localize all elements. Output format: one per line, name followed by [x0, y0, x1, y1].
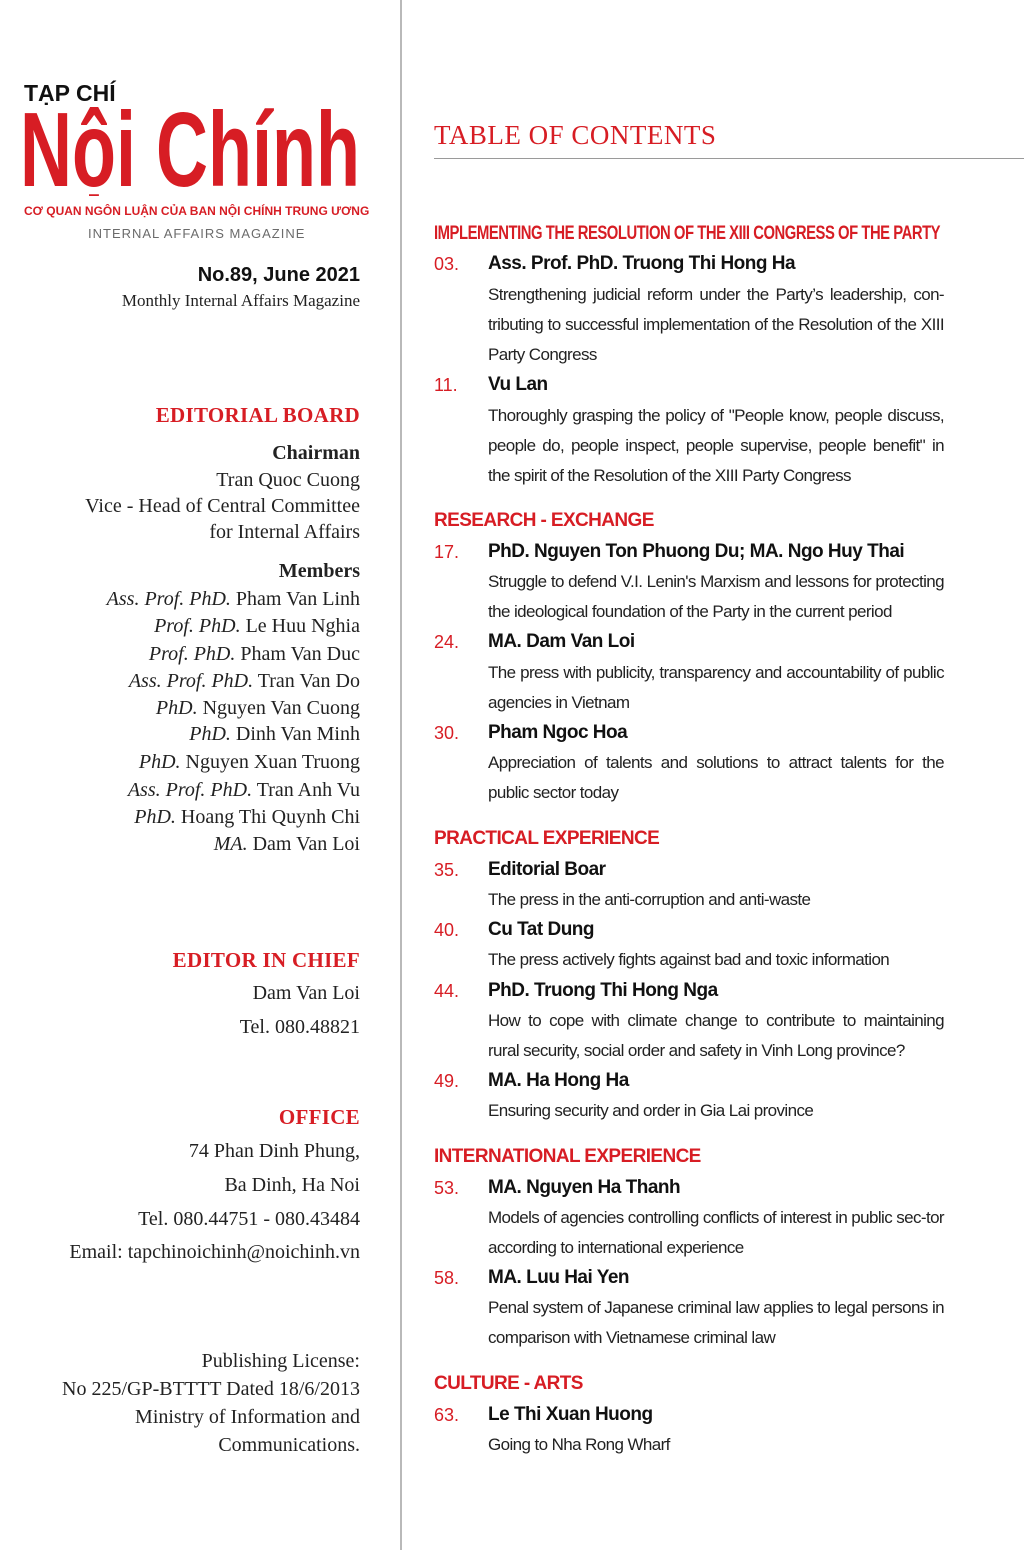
toc-page-number[interactable]: 49. [434, 1071, 460, 1091]
office-address-1: 74 Phan Dinh Phung, [188, 1140, 360, 1162]
member-title: Prof. PhD. [148, 643, 236, 665]
member-item [189, 723, 360, 746]
member-item [214, 833, 360, 856]
member-item [139, 751, 360, 774]
license-line-2: No 225/GP-BTTTT Dated 18/6/2013 [62, 1378, 360, 1400]
member-title: Ass. Prof. PhD. [106, 588, 231, 610]
toc-author[interactable]: MA. Luu Hai Yen [488, 1267, 630, 1288]
member-item [128, 779, 360, 802]
member-title: Ass. Prof. PhD. [127, 779, 253, 801]
toc-article-title[interactable]: Struggle to defend V.I. Lenin's Marxism and lessons for protecting the ideological foundation of the Party in the current period [488, 572, 944, 621]
toc-article-title[interactable]: Models of agencies controlling conflicts of interest in public sec-tor according to international experience [488, 1208, 944, 1257]
member-item [149, 643, 360, 666]
toc-author[interactable]: PhD. Truong Thi Hong Nga [488, 980, 718, 1001]
toc-page-number[interactable]: 17. [434, 542, 460, 562]
toc-page-number[interactable]: 30. [434, 723, 460, 743]
license-line-3: Ministry of Information and [135, 1406, 360, 1428]
toc-article-title[interactable]: The press with publicity, transparency and accountability of public agencies in Vietnam [488, 663, 944, 712]
toc-author[interactable]: MA. Nguyen Ha Thanh [488, 1177, 681, 1198]
toc-page-number[interactable]: 03. [434, 254, 460, 274]
toc-article-title[interactable]: Appreciation of talents and solutions to attract talents for the public sector today [488, 753, 944, 802]
toc-page-number[interactable]: 35. [434, 860, 460, 880]
toc-author[interactable]: Le Thi Xuan Huong [488, 1404, 653, 1425]
member-name: Nguyen Xuan Truong [185, 751, 360, 773]
toc-rule [434, 158, 1024, 159]
member-name: Tran Anh Vu [256, 779, 360, 801]
toc-section-heading: PRACTICAL EXPERIENCE [434, 828, 660, 849]
toc-article-title[interactable]: Penal system of Japanese criminal law applies to legal persons in comparison with Vietnamese criminal law [488, 1298, 944, 1347]
member-name: Dinh Van Minh [235, 723, 360, 745]
toc-page-number[interactable]: 58. [434, 1268, 460, 1288]
member-name: Tran Van Do [257, 670, 360, 692]
masthead-tagline: CƠ QUAN NGÔN LUẬN CỦA BAN NỘI CHÍNH TRUNG ƯƠNG [24, 204, 370, 218]
members-label: Members [278, 560, 360, 582]
masthead-column [0, 0, 400, 1550]
toc-article-title[interactable]: The press actively fights against bad and toxic information [488, 950, 890, 969]
toc-section-heading: INTERNATIONAL EXPERIENCE [434, 1146, 701, 1167]
toc-page-number[interactable]: 40. [434, 920, 460, 940]
member-item [107, 588, 360, 611]
toc-author[interactable]: MA. Dam Van Loi [488, 631, 635, 652]
member-title: PhD. [138, 751, 181, 773]
member-name: Dam Van Loi [252, 833, 360, 855]
masthead-logo [20, 98, 364, 196]
issue-subtitle: Monthly Internal Affairs Magazine [121, 291, 360, 310]
member-title: PhD. [134, 806, 176, 828]
toc-page-number[interactable]: 63. [434, 1405, 460, 1425]
masthead-english: INTERNAL AFFAIRS MAGAZINE [88, 226, 306, 241]
license-line-1: Publishing License: [201, 1350, 360, 1372]
member-name: Le Huu Nghia [245, 615, 360, 637]
toc-author[interactable]: MA. Ha Hong Ha [488, 1070, 629, 1091]
toc-section-heading: RESEARCH - EXCHANGE [434, 510, 654, 531]
toc-author[interactable]: Editorial Boar [488, 859, 606, 880]
member-item [156, 697, 360, 720]
member-name: Hoang Thi Quynh Chi [180, 806, 360, 828]
toc-article-title[interactable]: The press in the anti-corruption and anti-waste [488, 890, 811, 909]
toc-author[interactable]: Vu Lan [488, 374, 548, 395]
chairman-role-1: Vice - Head of Central Committee [85, 495, 360, 517]
toc-author[interactable]: PhD. Nguyen Ton Phuong Du; MA. Ngo Huy Thai [488, 541, 905, 562]
editor-in-chief-name: Dam Van Loi [252, 982, 360, 1004]
chairman-role-2: for Internal Affairs [209, 521, 360, 543]
member-title: PhD. [155, 697, 198, 719]
member-title: PhD. [189, 723, 231, 745]
editor-in-chief-heading: EDITOR IN CHIEF [172, 948, 360, 972]
office-email: Email: tapchinoichinh@noichinh.vn [69, 1241, 360, 1263]
editor-in-chief-tel: Tel. 080.48821 [239, 1016, 360, 1038]
member-name: Pham Van Linh [235, 588, 360, 610]
member-title: Ass. Prof. PhD. [128, 670, 254, 692]
office-address-2: Ba Dinh, Ha Noi [224, 1174, 360, 1196]
toc-article-title[interactable]: Thoroughly grasping the policy of "People know, people discuss, people do, people inspect, people supervise, people benefit" in the spirit of the Resolution of the XIII Party Congress [488, 406, 944, 485]
toc-section-heading: IMPLEMENTING THE RESOLUTION OF THE XIII CONGRESS OF THE PARTY [434, 223, 941, 244]
masthead-logo-text [20, 98, 364, 196]
chairman-name: Tran Quoc Cuong [216, 469, 360, 491]
masthead-name: Nội Chính [20, 98, 360, 196]
member-name: Pham Van Duc [240, 643, 360, 665]
toc-article-title[interactable]: Strengthening judicial reform under the Party’s leadership, con-tributing to successful implementation of the Resolution of the XIII Party Congress [488, 285, 944, 364]
toc-article-title[interactable]: Going to Nha Rong Wharf [488, 1435, 670, 1454]
member-name: Nguyen Van Cuong [202, 697, 360, 719]
issue-number: No.89, June 2021 [197, 264, 360, 286]
toc-author[interactable]: Ass. Prof. PhD. Truong Thi Hong Ha [488, 253, 796, 274]
toc-author[interactable]: Pham Ngoc Hoa [488, 722, 628, 743]
toc-page-number[interactable]: 11. [434, 375, 458, 395]
member-item [129, 670, 360, 693]
office-heading: OFFICE [278, 1105, 360, 1129]
toc-page-number[interactable]: 44. [434, 981, 460, 1001]
toc-section-heading: CULTURE - ARTS [434, 1373, 583, 1394]
column-divider [400, 0, 402, 1550]
member-title: Prof. PhD. [154, 615, 241, 637]
member-item [134, 806, 360, 829]
member-item [154, 615, 360, 638]
editorial-board-heading: EDITORIAL BOARD [155, 403, 360, 427]
chairman-label: Chairman [272, 442, 360, 464]
office-tel: Tel. 080.44751 - 080.43484 [138, 1208, 360, 1230]
toc-page-number[interactable]: 24. [434, 632, 460, 652]
license-line-4: Communications. [218, 1434, 360, 1456]
toc-page-number[interactable]: 53. [434, 1178, 460, 1198]
member-title: MA. [213, 833, 248, 855]
masthead-prefix: TẠP CHÍ [24, 80, 116, 106]
toc-article-title[interactable]: Ensuring security and order in Gia Lai province [488, 1101, 814, 1120]
toc-title: TABLE OF CONTENTS [434, 120, 717, 150]
toc-article-title[interactable]: How to cope with climate change to contribute to maintaining rural security, social order and safety in Vinh Long province? [488, 1011, 944, 1060]
toc-author[interactable]: Cu Tat Dung [488, 919, 595, 940]
